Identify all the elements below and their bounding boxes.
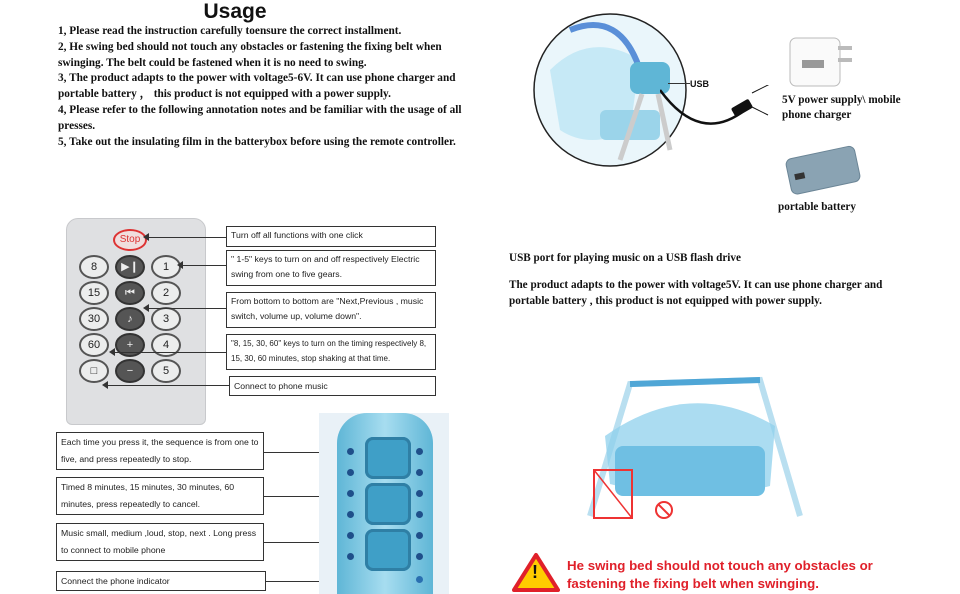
charger-adapter-icon xyxy=(788,28,858,90)
connector-line xyxy=(112,352,226,353)
stop-button: Stop xyxy=(113,229,147,251)
instructions-list xyxy=(58,24,468,150)
arrow-left-icon xyxy=(143,304,149,312)
connector-line xyxy=(146,237,226,238)
gear-5-button: 5 xyxy=(151,359,181,383)
indicator-dot xyxy=(347,553,354,560)
previous-button: ⏮ xyxy=(115,281,145,305)
connector-line xyxy=(105,385,229,386)
timer-30-button: 30 xyxy=(79,307,109,331)
instruction-5: 5, Take out the insulating film in the batterybox before using the remote controller. xyxy=(58,135,456,148)
adapter-caption: 5V power supply\ mobile phone charger xyxy=(782,94,901,121)
indicator-dot xyxy=(347,469,354,476)
phone-indicator-light xyxy=(416,576,423,583)
music-switch-button: ♪ xyxy=(115,307,145,331)
usb-pointer-line xyxy=(668,83,690,84)
gear-1-button: 1 xyxy=(151,255,181,279)
arrow-left-icon xyxy=(177,261,183,269)
note-panel-gears: Each time you press it, the sequence is from one to five, and press repeatedly to stop. xyxy=(56,432,264,470)
volume-down-button: − xyxy=(115,359,145,383)
warning-text: He swing bed should not touch any obstacles or fastening the fixing belt when swinging. xyxy=(567,558,873,591)
gear-4-button: 4 xyxy=(151,333,181,357)
note-music-keys: From bottom to bottom are "Next,Previous , music switch, volume up, volume down". xyxy=(226,292,436,328)
indicator-dot xyxy=(347,448,354,455)
gear-2-button: 2 xyxy=(151,281,181,305)
panel-music-key xyxy=(365,529,411,571)
next-button: ▶❙ xyxy=(115,255,145,279)
control-panel-photo xyxy=(319,413,449,594)
usb-cable-icon xyxy=(660,85,780,155)
note-panel-timer: Timed 8 minutes, 15 minutes, 30 minutes, 60 minutes, press repeatedly to cancel. xyxy=(56,477,264,515)
usb-port-text: USB port for playing music on a USB flash drive xyxy=(509,252,741,264)
timer-15-button: 15 xyxy=(79,281,109,305)
instruction-1: 1, Please read the instruction carefully toensure the correct installment. xyxy=(58,25,402,37)
gear-3-button: 3 xyxy=(151,307,181,331)
arrow-left-icon xyxy=(143,233,149,241)
panel-timer-key xyxy=(365,483,411,525)
instruction-4: 4, Please refer to the following annotation notes and be familiar with the usage of all presses. xyxy=(58,103,462,132)
connector-line xyxy=(180,265,226,266)
indicator-dot xyxy=(347,532,354,539)
power-bank-icon xyxy=(784,142,864,202)
note-stop: Turn off all functions with one click xyxy=(226,226,436,247)
note-phone-music: Connect to phone music xyxy=(229,376,436,396)
panel-gear-key xyxy=(365,437,411,479)
indicator-dot xyxy=(416,469,423,476)
note-timer-keys: "8, 15, 30, 60" keys to turn on the timing respectively 8, 15, 30, 60 minutes, stop shaking at that time. xyxy=(226,334,436,370)
power-text: The product adapts to the power with voltage5V. It can use phone charger and portable battery , this product is not equipped with power supply. xyxy=(509,279,883,307)
instruction-2: 2, He swing bed should not touch any obstacles or fastening the fixing belt when swinging. The belt could be fastened when it is no need to swing. xyxy=(58,40,442,69)
volume-up-button: + xyxy=(115,333,145,357)
usb-label: USB xyxy=(690,79,710,89)
instruction-3: 3, The product adapts to the power with voltage5-6V. It can use phone charger and portable battery ， this product is not equipped with a power supply. xyxy=(58,72,456,101)
phone-music-button: □ xyxy=(79,359,109,383)
cradle-photo xyxy=(560,366,825,526)
indicator-dot xyxy=(416,553,423,560)
indicator-dot xyxy=(416,448,423,455)
indicator-dot xyxy=(416,532,423,539)
battery-caption: portable battery xyxy=(778,201,856,213)
indicator-dot xyxy=(347,490,354,497)
arrow-left-icon xyxy=(102,381,108,389)
indicator-dot xyxy=(347,511,354,518)
page-title: Usage xyxy=(203,0,267,23)
note-gears: " 1-5" keys to turn on and off respectively Electric swing from one to five gears. xyxy=(226,250,436,286)
timer-8-button: 8 xyxy=(79,255,109,279)
indicator-dot xyxy=(416,490,423,497)
warning-icon-glyph: ! xyxy=(532,562,538,582)
timer-60-button: 60 xyxy=(79,333,109,357)
connector-line xyxy=(146,308,226,309)
arrow-left-icon xyxy=(109,348,115,356)
indicator-dot xyxy=(416,511,423,518)
note-phone-indicator: Connect the phone indicator xyxy=(56,571,266,591)
note-panel-music: Music small, medium ,loud, stop, next . Long press to connect to mobile phone xyxy=(56,523,264,561)
remote-control xyxy=(66,218,206,425)
